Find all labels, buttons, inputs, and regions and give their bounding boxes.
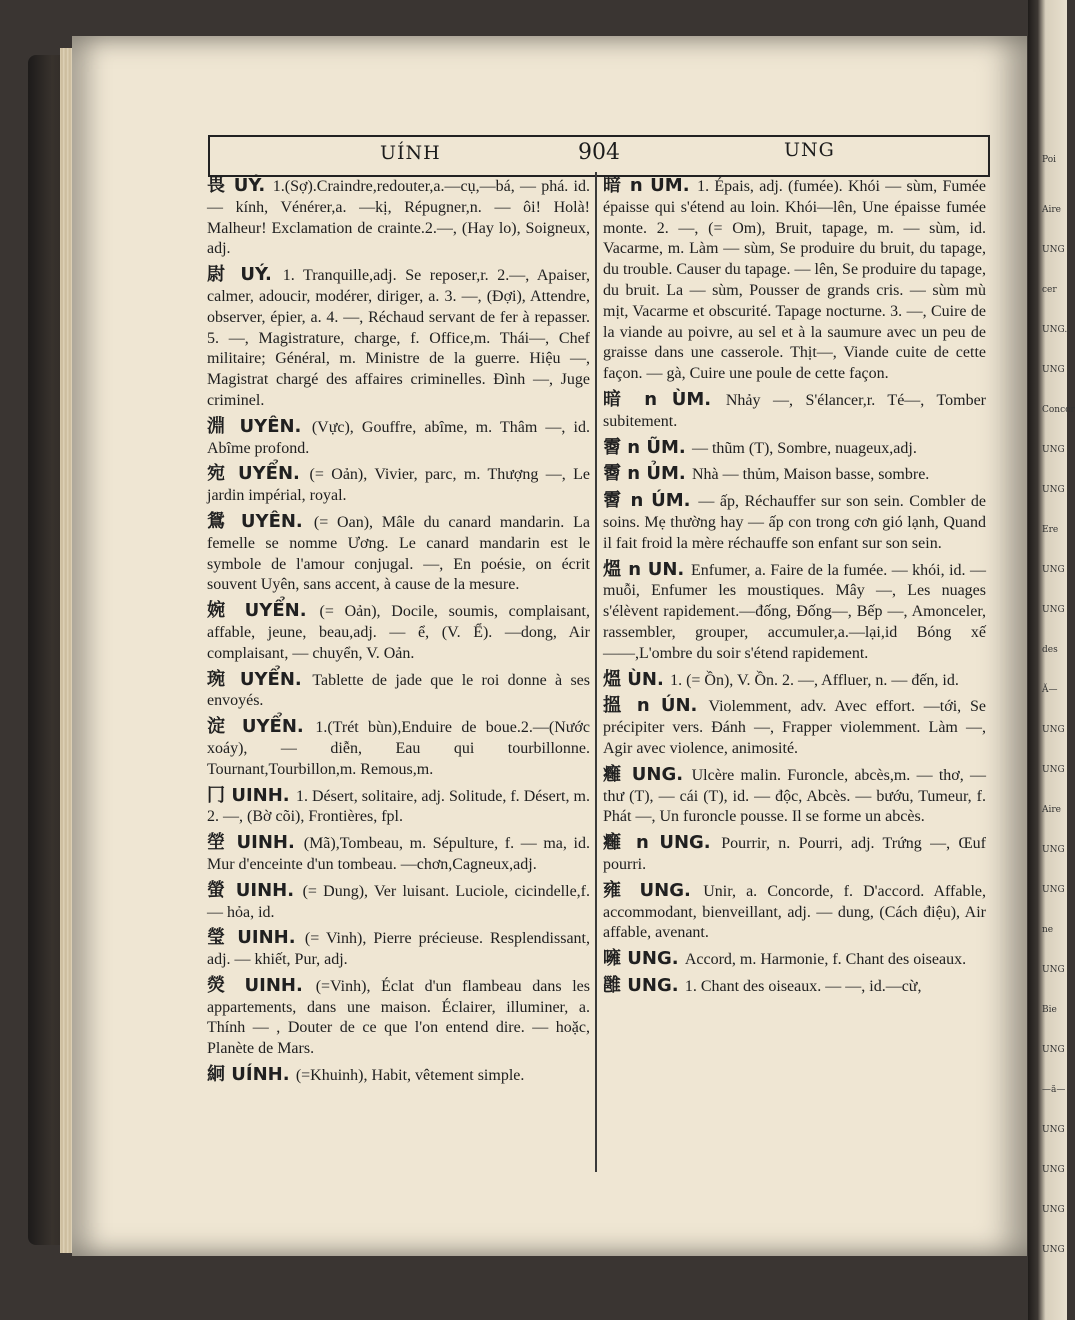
- entry-headword: 搵 n ÚN.: [603, 695, 709, 717]
- right-column: [603, 176, 986, 1003]
- facing-page-edge: [1028, 0, 1075, 1320]
- facing-page-fragment: Poi: [1042, 155, 1056, 165]
- facing-page-fragment: cer: [1042, 285, 1057, 295]
- facing-page-fragment: UNG: [1042, 1125, 1065, 1135]
- dictionary-entry: [207, 928, 590, 971]
- entry-definition: — ấp, Réchauffer sur son sein. Combler de soins. Mẹ thường hay — ấp con trong cơn gió lạnh, Quand il fait froid la mère réchauffe son enfant sur son sein.: [603, 493, 986, 552]
- entry-definition: Pourrir, n. Pourri, adj. Trứng —, Œuf pourri.: [603, 835, 986, 873]
- entry-definition: (Vực), Gouffre, abîme, m. Thâm —, id. Abîme profond.: [207, 418, 590, 457]
- entry-headword: 淵 UYÊN.: [207, 415, 312, 437]
- dictionary-entry: [207, 464, 590, 507]
- entry-definition: Nhà — thủm, Maison basse, sombre.: [691, 466, 930, 484]
- facing-page-fragment: ne: [1042, 925, 1054, 935]
- entry-headword: 塋 UINH.: [207, 832, 304, 854]
- entry-headword: 暗 n UM.: [603, 175, 698, 196]
- dictionary-entry: [207, 601, 590, 664]
- facing-page-fragment: UNG: [1042, 1045, 1065, 1055]
- entry-headword: 婉 UYỂN.: [207, 600, 320, 622]
- dictionary-entry: [207, 512, 590, 596]
- entry-definition: (=Khuinh), Habit, vêtement simple.: [295, 1067, 525, 1085]
- entry-headword: 癰 UNG.: [603, 763, 692, 785]
- facing-page-fragment: Ere: [1042, 525, 1059, 535]
- entry-definition: 1. Tranquille,adj. Se reposer,r. 2.—, Apaiser, calmer, adoucir, modérer, diriger, a. 3. —, (Đợi), Attendre, observer, épier, a. 4. —, Réchaud servant de fer à repasser. 5. —, Magistrature, charge, f. Office,m. Thái—, Chef militaire; Général, m. Ministre de la guerre. Hiệu —, Magistrat chargé des affaires criminelles. Đình —, Juge criminel.: [207, 267, 590, 409]
- entry-definition: — thũm (T), Sombre, nuageux,adj.: [691, 439, 917, 457]
- facing-page-fragment: UNG: [1042, 365, 1065, 375]
- page-header: [208, 135, 990, 177]
- dictionary-entry: [603, 949, 986, 971]
- entry-definition: Unir, a. Concorde, f. D'accord. Affable, accommodant, bienveillant, adj. — dung, (Cách điệu), Air affable, avenant.: [603, 882, 987, 942]
- dictionary-entry: [207, 417, 590, 460]
- left-column: [207, 176, 590, 1092]
- dictionary-entry: [207, 833, 590, 876]
- facing-page-fragment: UNG: [1042, 725, 1065, 735]
- entry-definition: (Mã),Tombeau, m. Sépulture, f. — ma, id. Mur d'enceinte d'un tombeau. —chơn,Cagneux,adj.: [207, 835, 590, 873]
- facing-page-fragment: UNG: [1042, 885, 1065, 895]
- entry-definition: (= Oản), Docile, soumis, complaisant, affable, jeune, beau,adj. — ể, (V. Ể). —dong, Air complaisant, — chuyển, V. Oản.: [207, 603, 590, 662]
- entry-headword: 熅 n UN.: [603, 558, 691, 580]
- entry-definition: 1.(Sợ).Craindre,redouter,a.—cụ,—bá, — phá. id. — kính, Vénérer,a. —kị, Répugner,n. — ôi! Holà! Malheur! Exclamation de crainte.2.—, (Hay lo), Soigneux, adj.: [207, 178, 590, 258]
- entry-headword: 熅 ÙN.: [603, 668, 671, 690]
- facing-page-fragment: UNG: [1042, 485, 1065, 495]
- entry-headword: 宛 UYỂN.: [207, 463, 310, 485]
- header-left-guide-word: UÍNH: [380, 142, 441, 164]
- dictionary-entry: [207, 265, 590, 412]
- dictionary-entry: [207, 670, 590, 713]
- dictionary-entry: [603, 438, 986, 460]
- facing-page-fragment: UNG: [1042, 965, 1065, 975]
- entry-headword: 雝 UNG.: [603, 974, 685, 996]
- entry-definition: 1. Chant des oiseaux. — —, id.—cừ,: [684, 977, 922, 995]
- facing-page-fragment: des: [1042, 645, 1058, 655]
- header-right-guide-word: UNG: [784, 139, 835, 161]
- dictionary-entry: [603, 765, 986, 828]
- facing-page-fragment: Aire: [1042, 205, 1062, 215]
- dictionary-entry: [603, 390, 986, 433]
- page-number: 904: [578, 140, 620, 165]
- facing-page-fragment: Ă—: [1042, 685, 1058, 695]
- entry-definition: 1. Épais, adj. (fumée). Khói — sùm, Fumée épaisse qui s'étend au loin. Khói—lên, Une épaisse fumée monte. 2. —, (= Om), Bruit, tapage, m. — sùm, id. Vacarme, m. Làm — sùm, Se produire du bruit, du tapage, du trouble. Causer du tapage. — lên, Se produire du tapage, du bruit. La — sùm, Pousser de grands cris. — sùm mù mịt, Vacarme et obscurité. Tapage nocturne. 3. —, Cuire de la viande au poivre, au sel et à la saumure avec un peu de graisse dans une casserole. Thịt—, Viande cuite de cette façon. — gà, Cuire une poule de cette façon.: [603, 178, 987, 383]
- facing-page-fragment: UNG: [1042, 1245, 1065, 1255]
- entry-headword: 霫 n ÚM.: [603, 490, 699, 512]
- facing-page-fragment: UNG: [1042, 445, 1065, 455]
- facing-page-fragment: Concor: [1042, 405, 1075, 415]
- entry-definition: (= Vinh), Pierre précieuse. Resplendissant, adj. — khiết, Pur, adj.: [207, 930, 590, 969]
- entry-definition: (=Vinh), Éclat d'un flambeau dans les appartements, dans une maison. Éclairer, illuminer, a. Thính — , Douter de ce que l'on entend dire. — hoặc, Planète de Mars.: [207, 977, 590, 1058]
- dictionary-entry: [603, 464, 986, 486]
- facing-page-fragment: —ă—: [1042, 1085, 1066, 1095]
- entry-definition: 1.(Trét bùn),Enduire de boue.2.—(Nước xoáy), — diễn, Eau qui tourbillonne. Tournant,Tourbillon,m. Remous,m.: [207, 719, 590, 778]
- dictionary-entry: [603, 833, 986, 876]
- facing-page-fragment: UNG: [1042, 605, 1065, 615]
- entry-headword: 暗 n ÙM.: [603, 388, 726, 410]
- facing-page-fragment: UNG: [1042, 845, 1065, 855]
- entry-headword: 螢 UINH.: [207, 879, 303, 901]
- entry-headword: 癰 n UNG.: [603, 832, 722, 854]
- dictionary-entry: [603, 670, 986, 692]
- entry-headword: 熒 UINH.: [207, 974, 316, 996]
- dictionary-entry: [207, 717, 590, 780]
- dictionary-entry: [207, 1065, 590, 1087]
- entry-definition: (= Oản), Vivier, parc, m. Thượng —, Le jardin impérial, royal.: [207, 466, 590, 505]
- dictionary-entry: [603, 696, 986, 759]
- entry-headword: 淀 UYỂN.: [207, 716, 316, 738]
- dictionary-entry: [603, 881, 986, 944]
- dictionary-entry: [603, 976, 986, 998]
- facing-page-fragment: UNG: [1042, 245, 1065, 255]
- entry-definition: Ulcère malin. Furoncle, abcès,m. — thơ, — thư (T), — cái (T), id. — độc, Abcès. — bướu, Tumeur, f. Phát —, Un furoncle pousse. Il se forme un abcès.: [603, 766, 987, 826]
- entry-headword: 冂 UINH.: [207, 784, 296, 806]
- dictionary-entry: [207, 176, 590, 260]
- entry-definition: (= Oan), Mâle du canard mandarin. La femelle se nomme Ương. Le canard mandarin est le symbole de l'amour conjugal. —, En poésie, on écrit souvent Uyên, sans accent, à cause de la mesure.: [207, 513, 590, 594]
- entry-definition: Violemment, adv. Avec effort. —tới, Se précipiter vers. Đánh —, Frapper violemment. Làm —, Agir avec violence, animosité.: [603, 698, 986, 757]
- facing-page-fragment: UNG: [1042, 1165, 1065, 1175]
- facing-page-fragment: UNG: [1042, 1205, 1065, 1215]
- entry-headword: 霫 n ŨM.: [603, 436, 692, 458]
- entry-headword: 琬 UYỂN.: [207, 668, 313, 690]
- dictionary-entry: [603, 560, 986, 665]
- entry-headword: 尉 UÝ.: [207, 264, 283, 286]
- entry-headword: 霫 n ỦM.: [603, 463, 692, 485]
- facing-page-fragment: UNG.: [1042, 325, 1068, 335]
- entry-definition: 1. Désert, solitaire, adj. Solitude, f. Désert, m. 2. —, (Bờ cõi), Frontières, fpl.: [207, 787, 590, 826]
- entry-headword: 噰 UNG.: [603, 948, 685, 970]
- entry-definition: (= Dung), Ver luisant. Luciole, cicindelle,f. — hỏa, id.: [207, 882, 590, 921]
- dictionary-entry: [207, 786, 590, 829]
- entry-definition: 1. (= Ồn), V. Ồn. 2. —, Affluer, n. — đến, id.: [670, 671, 959, 689]
- facing-page-fragment: Bie: [1042, 1005, 1057, 1015]
- entry-headword: 瑩 UINH.: [207, 927, 305, 949]
- entry-headword: 雍 UNG.: [603, 879, 704, 901]
- entry-headword: 鴛 UYÊN.: [207, 510, 314, 532]
- entry-definition: Nhảy —, S'élancer,r. Té—, Tomber subitement.: [603, 391, 987, 430]
- facing-page-fragment: Aire: [1042, 805, 1062, 815]
- facing-page-fragment: UNG: [1042, 765, 1065, 775]
- entry-headword: 絅 UÍNH.: [207, 1064, 296, 1086]
- entry-headword: 畏 UÝ.: [207, 175, 273, 196]
- dictionary-entry: [207, 881, 590, 924]
- entry-definition: Enfumer, a. Faire de la fumée. — khói, id. — muỗi, Enfumer les moustiques. Mây —, Les nuages s'élèvent rapidement.—đống, Đống—, Bếp —, Amonceler, rassembler, grouper, accumuler,a.—lại,id Bóng xế——,L'ombre du soir s'étend rapidement.: [603, 561, 987, 662]
- dictionary-entry: [207, 976, 590, 1060]
- facing-page-fragment: UNG: [1042, 565, 1065, 575]
- entry-definition: Tablette de jade que le roi donne à ses envoyés.: [207, 671, 590, 710]
- column-divider: [595, 172, 597, 1172]
- dictionary-entry: [603, 491, 986, 554]
- entry-definition: Accord, m. Harmonie, f. Chant des oiseaux.: [684, 951, 967, 969]
- dictionary-entry: [603, 176, 986, 385]
